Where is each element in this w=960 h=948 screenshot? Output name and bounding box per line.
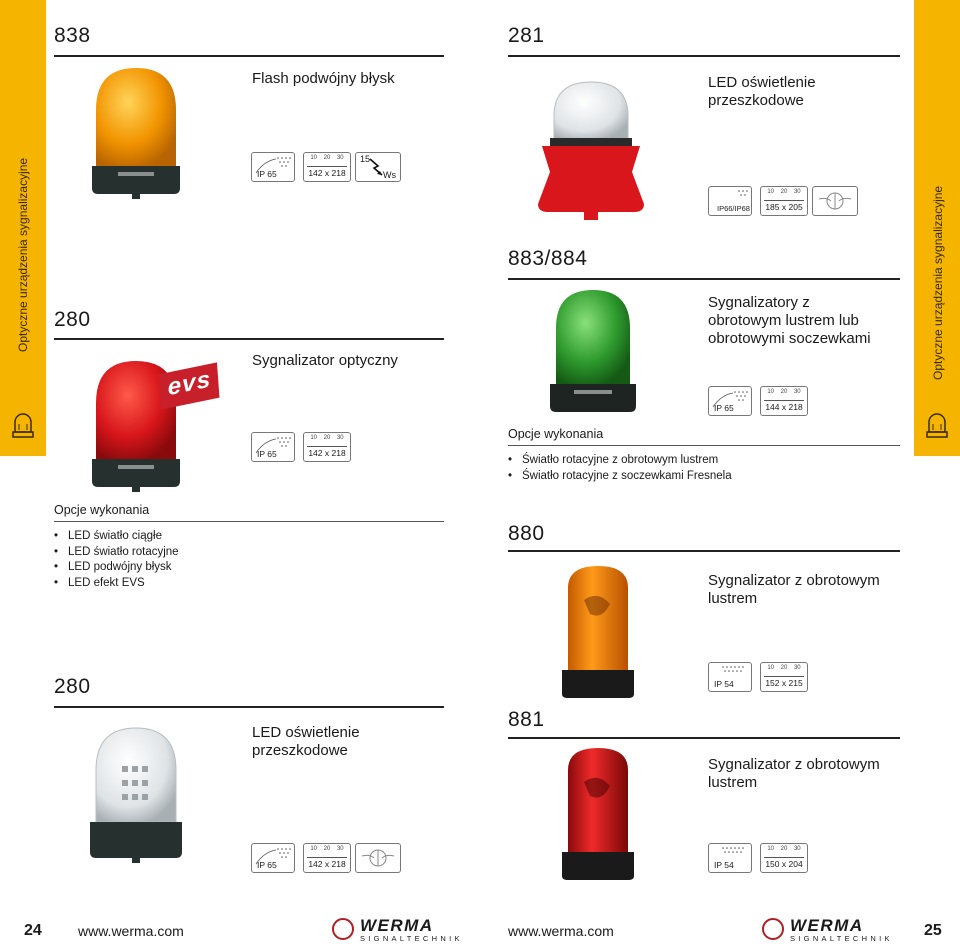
- dimension-badge: 10 20 30 152 x 215: [760, 662, 808, 692]
- page-number-left: 24: [24, 922, 42, 939]
- aviation-emblem-badge: [355, 843, 401, 873]
- product-title-280: Sygnalizator optyczny: [252, 352, 398, 369]
- section-rule: [54, 706, 444, 708]
- options-heading: Opcje wykonania: [54, 503, 150, 517]
- product-code-881: 881: [508, 708, 545, 731]
- options-list: [508, 453, 732, 484]
- section-rule: [54, 521, 444, 522]
- product-title-838: Flash podwójny błysk: [252, 70, 395, 87]
- product-code-883-884: 883/884: [508, 247, 588, 270]
- signal-lamp-icon: [924, 410, 950, 440]
- ip-rating-badge: IP66/IP68: [708, 186, 752, 216]
- website-link[interactable]: www.werma.com: [78, 923, 184, 939]
- dimension-badge: 10 20 30 185 x 205: [760, 186, 808, 216]
- dimension-badge: 10 20 30 142 x 218: [303, 432, 351, 462]
- ip-rating-badge: IP 65: [251, 152, 295, 182]
- list-item: • LED efekt EVS: [54, 576, 179, 592]
- section-rule: [508, 550, 900, 552]
- amber-beacon-image: [88, 62, 184, 200]
- clear-beacon-image: [86, 722, 186, 864]
- list-item: • LED światło ciągłe: [54, 529, 179, 545]
- product-code-281: 281: [508, 24, 545, 47]
- website-link[interactable]: www.werma.com: [508, 923, 614, 939]
- product-code-280-led: 280: [54, 675, 91, 698]
- ip-rating-badge: IP 65: [708, 386, 752, 416]
- options-list: [54, 529, 179, 591]
- ip-rating-badge: IP 65: [251, 843, 295, 873]
- section-rule: [508, 445, 900, 446]
- product-title-883-884: Sygnalizatory z obrotowym lustrem lub obrotowymi soczewkami: [708, 294, 871, 347]
- sidebar-text-left: Optyczne urządzenia sygnalizacyjne: [16, 157, 30, 352]
- dimension-badge: 10 20 30 142 x 218: [303, 843, 351, 873]
- list-item: • Światło rotacyjne z soczewkami Fresnela: [508, 469, 732, 485]
- product-code-280: 280: [54, 308, 91, 331]
- dimension-badge: 10 20 30 150 x 204: [760, 843, 808, 873]
- list-item: • LED światło rotacyjne: [54, 545, 179, 561]
- dimension-badge: 10 20 30 144 x 218: [760, 386, 808, 416]
- product-code-880: 880: [508, 522, 545, 545]
- section-rule: [54, 55, 444, 57]
- red-rotating-beacon-image: [560, 742, 636, 882]
- aviation-emblem-badge: [812, 186, 858, 216]
- evs-logo: evs: [159, 362, 220, 409]
- product-title-880: Sygnalizator z obrotowym lustrem: [708, 572, 880, 607]
- product-code-838: 838: [54, 24, 91, 47]
- flash-energy-badge: 15 Ws: [355, 152, 401, 182]
- signal-lamp-icon: [10, 410, 36, 440]
- ip-rating-badge: IP 65: [251, 432, 295, 462]
- obstruction-light-image: [534, 76, 648, 224]
- dimension-badge: 10 20 30 142 x 218: [303, 152, 351, 182]
- sidebar-text-right: Optyczne urządzenia sygnalizacyjne: [931, 185, 945, 380]
- werma-logo: WERMA SIGNALTECHNIK: [762, 918, 882, 944]
- list-item: • LED podwójny błysk: [54, 560, 179, 576]
- section-rule: [508, 737, 900, 739]
- options-heading: Opcje wykonania: [508, 427, 604, 441]
- product-title-280-led: LED oświetlenie przeszkodowe: [252, 724, 360, 759]
- green-beacon-image: [546, 284, 640, 416]
- section-rule: [54, 338, 444, 340]
- orange-rotating-beacon-image: [560, 560, 636, 700]
- ip-rating-badge: IP 54: [708, 662, 752, 692]
- section-rule: [508, 55, 900, 57]
- section-rule: [508, 278, 900, 280]
- ip-rating-badge: IP 54: [708, 843, 752, 873]
- list-item: • Światło rotacyjne z obrotowym lustrem: [508, 453, 732, 469]
- werma-logo: WERMA SIGNALTECHNIK: [332, 918, 452, 944]
- product-title-881: Sygnalizator z obrotowym lustrem: [708, 756, 880, 791]
- page-number-right: 25: [924, 922, 942, 939]
- product-title-281: LED oświetlenie przeszkodowe: [708, 74, 816, 109]
